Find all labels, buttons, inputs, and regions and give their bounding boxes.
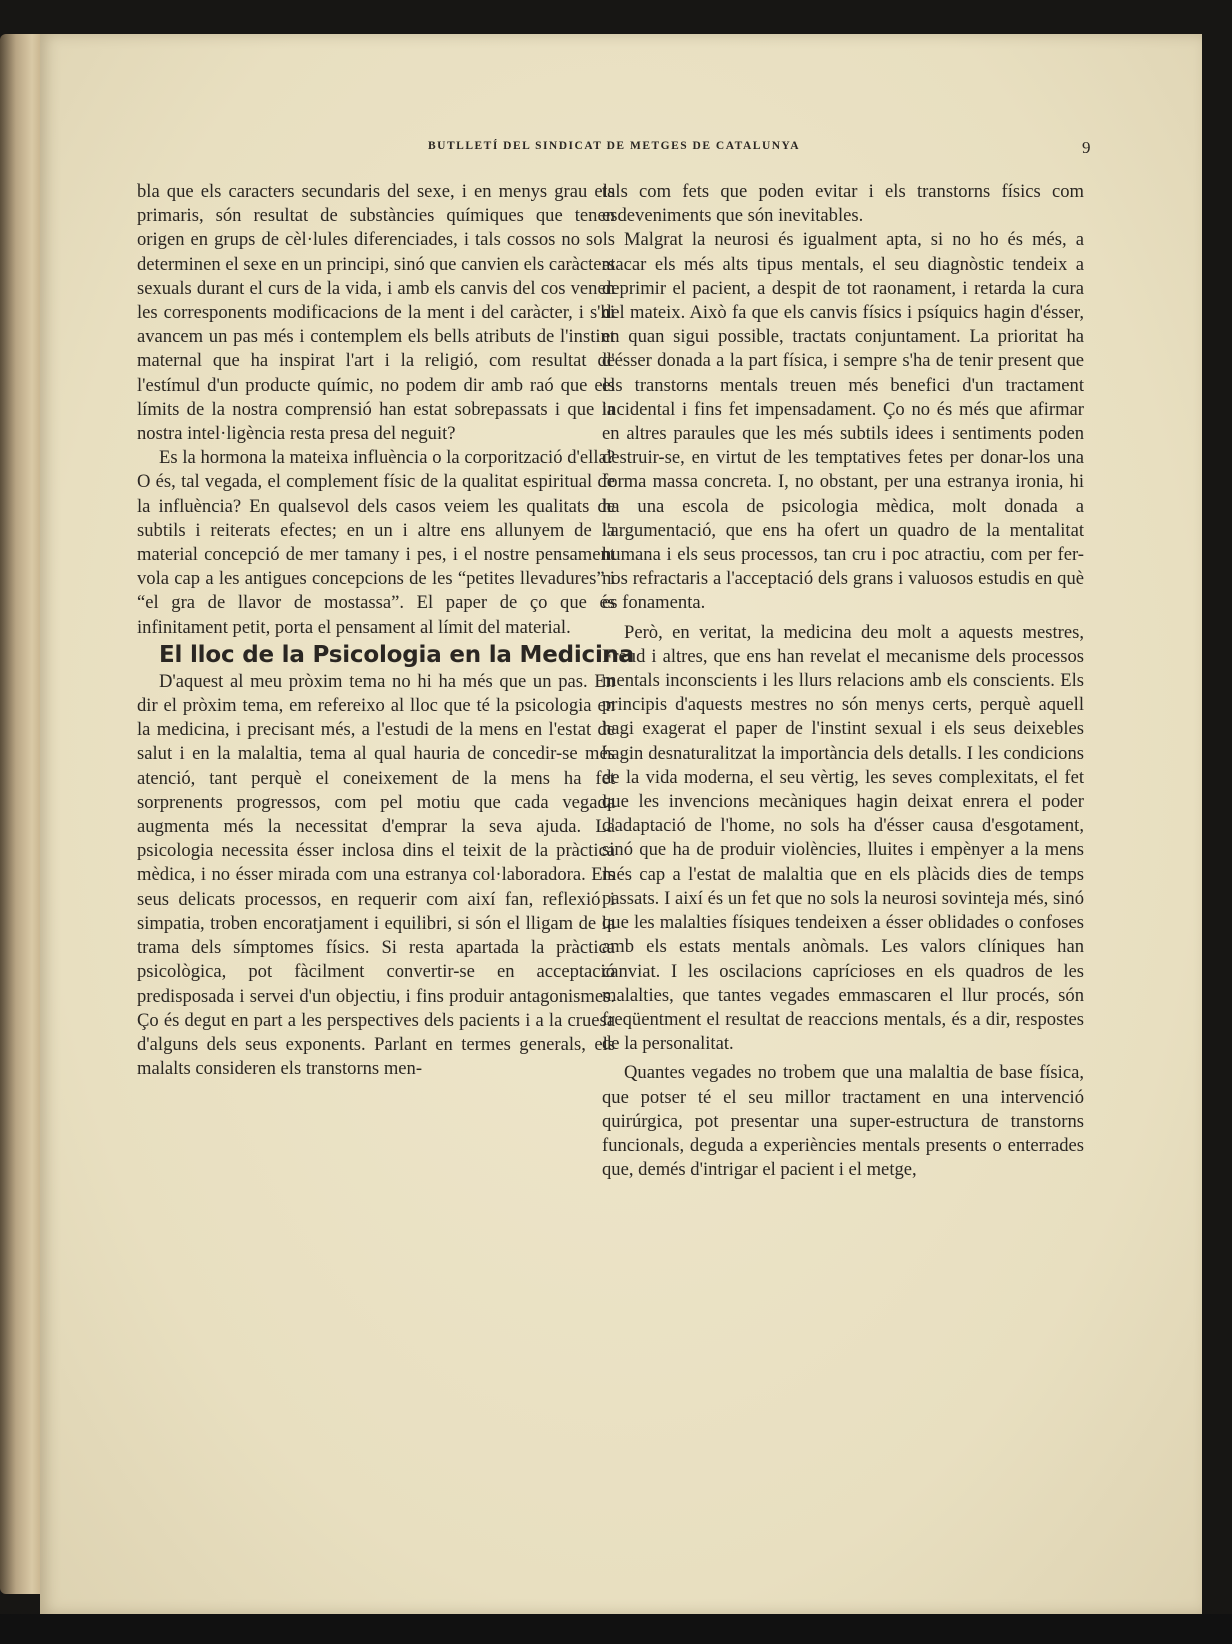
book-spine-edge xyxy=(0,34,40,1594)
paragraph: Però, en veritat, la medicina deu molt a aquests mestres, Freud i altres, que ens han revelat el mecanisme dels processos mentals inconscients i les llurs relacions amb els conscients. Els principis d'aquests mestres no són menys certs, perquè aquell hagi exagerat el paper de l'instint sexual i els seus deixebles hagin desnaturalitzat la importància dels detalls. I les condicions de la vida moderna, el seu vèrtig, les seves complexitats, el fet que les invencions mecàniques hagin deixat enrera el poder d'adaptació de l'home, no sols ha d'ésser causa d'esgotament, sinó que ha de produir violències, lluites i empènyer a la mens més cap a l'estat de malaltia que en els plàcids dies de temps passats. I així és un fet que no sols la neurosi sovinteja més, sinó que les malalties físiques tendeixen a ésser oblidades o confoses amb els estats mentals anòmals. Les valors clíniques han canviat. I les oscilacions caprícioses en els quadros de les malalties, que tantes vegades emmascaren el llur procés, són freqüentment el resultat de reaccions mentals, és a dir, respostes de la personalitat. xyxy=(602,621,1084,1055)
paragraph: bla que els caracters secundaris del sexe, i en menys grau els primaris, són resultat de substàncies químiques que tenen origen en grups de cèl·lules diferenciades, i tals cossos no sols determinen el sexe en un principi, sinó que canvien els caràcters sexuals durant el curs de la vida, i amb els canvis del cos venen les corresponents modificacions de la ment i del caràcter, i s'hi avancem un pas més i contemplem els bells atributs de l'instint maternal que ha inspirat l'art i la religió, com resultat de l'estímul d'un producte químic, no podem dir amb raó que els límits de la nostra comprensió han estat sobrepassats i que la nostra intel·ligència resta presa del neguit? xyxy=(137,181,615,445)
left-column xyxy=(137,180,635,1081)
paragraph: tals com fets que poden evitar i els transtorns físics com esdeveniments que són inevitables. xyxy=(602,181,1084,227)
scan-bottom-border xyxy=(0,1614,1232,1644)
document-page xyxy=(40,34,1202,1614)
paragraph: Es la hormona la mateixa influència o la corporització d'ella? O és, tal vegada, el complement físic de la qualitat espiritual de la influència? En qualsevol dels casos veiem les qualitats de subtils i reiterats efectes; en un i altre ens allunyem de la material concepció de mer tamany i pes, i el nostre pensament vola cap a les antigues concepcions de les “petites llevadures” i “el gra de llavor de mostassa”. El paper de ço que és infinitament petit, porta el pensament al límit del material. xyxy=(137,447,615,638)
right-column xyxy=(602,180,1084,1182)
page-header xyxy=(40,138,1202,162)
paragraph: D'aquest al meu pròxim tema no hi ha més que un pas. En dir el pròxim tema, em refereixo al lloc que té la psicologia en la medicina, i precisant més, a l'estudi de la mens en l'estat de salut i en la malaltia, tema al qual hauria de concedir-se més atenció, tant perquè el coneixement de la mens ha fet sorprenents progressos, com pel motiu que cada vegada augmenta més la necessitat d'emprar la seva ajuda. La psicologia necessita ésser inclosa dins el teixit de la pràctica mèdica, i no ésser mirada com una estranya col·laboradora. Els seus delicats processos, en requerir com així fan, reflexió i simpatia, troben encoratjament i equilibri, si són el lligam de la trama dels símptomes físics. Si resta apartada la pràctica psicològica, pot fàcilment convertir-se en acceptació predisposada i servei d'un objectiu, i fins produir antagonismes. Ço és degut en part a les perspectives dels pacients i a la cruesa d'alguns dels seus exponents. Parlant en termes generals, els malalts consideren els transtorns men- xyxy=(137,670,615,1080)
paragraph: Malgrat la neurosi és igualment apta, si no ho és més, a atacar els més alts tipus mentals, el seu diagnòstic tendeix a deprimir el pacient, a despit de tot raonament, i retarda la cura del mateix. Això fa que els canvis físics i psíquics hagin d'ésser, en quan sigui possible, tractats conjuntament. La prioritat ha d'ésser donada a la part física, i sempre s'ha de tenir present que els transtorns mentals treuen més benefici d'un tractament incidental i fins fet impensadament. Ço no és més que afirmar en altres paraules que les més subtils idees i sentiments poden destruir-se, en virtut de les temptatives fetes per donar-los una forma massa concreta. I, no obstant, per una estranya ironia, hi ha una escola de psicologia mèdica, molt donada a l'argumentació, que ens ha ofert un quadro de la mentalitat humana i els seus processos, tan cru i poc atractiu, com per fer-nos refractaris a l'acceptació dels grans i valuosos estudis en què es fonamenta. xyxy=(602,229,1084,614)
running-title: BUTLLETÍ DEL SINDICAT DE METGES DE CATALUNYA xyxy=(428,140,801,152)
section-heading: El lloc de la Psicologia en la Medicina xyxy=(159,641,635,668)
page-number: 9 xyxy=(1082,138,1091,157)
paragraph: Quantes vegades no trobem que una malaltia de base física, que potser té el seu millor tractament en una intervenció quirúrgica, pot presentar una super-estructura de transtorns funcionals, deguda a experiències mentals presents o enterrades que, demés d'intrigar el pacient i el metge, xyxy=(602,1062,1084,1181)
